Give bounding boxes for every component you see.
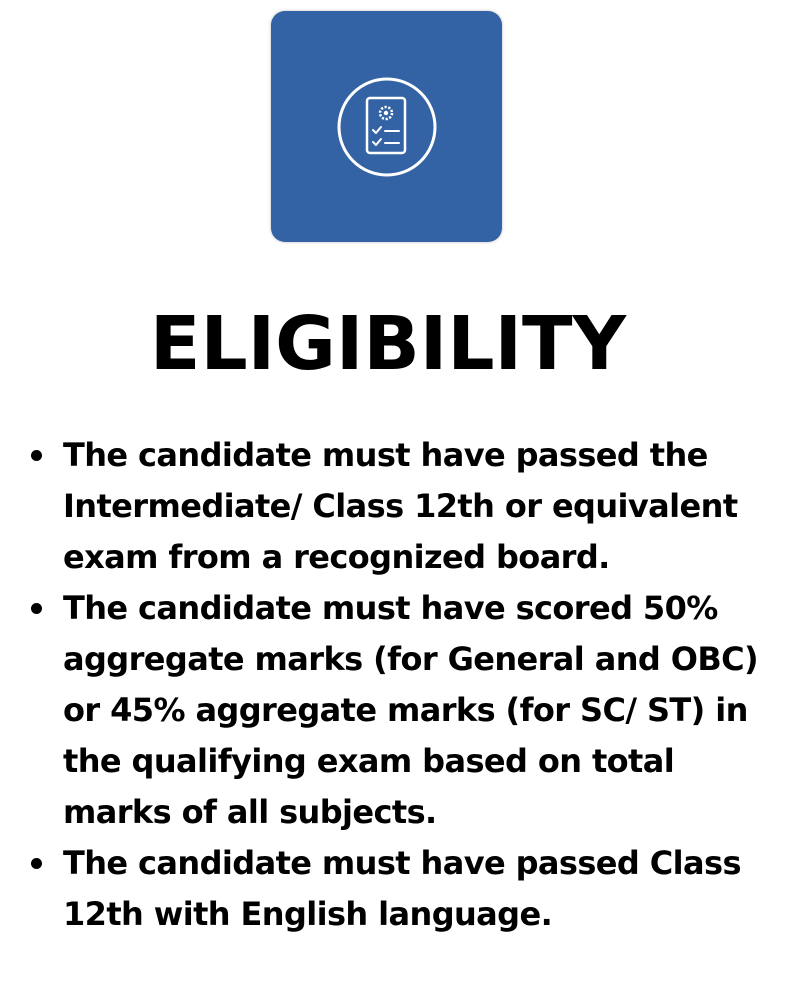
bullet-dot bbox=[31, 858, 42, 869]
criteria-item bbox=[26, 430, 786, 583]
eligibility-criteria-list bbox=[26, 430, 786, 940]
criteria-item bbox=[26, 583, 786, 838]
checklist-gear-icon bbox=[271, 11, 502, 242]
criteria-item bbox=[26, 838, 786, 940]
page-title: ELIGIBILITY bbox=[149, 301, 627, 387]
bullet-dot bbox=[31, 603, 42, 614]
criteria-text: The candidate must have passed Class 12th with English language. bbox=[63, 844, 741, 933]
criteria-text: The candidate must have passed the Intermediate/ Class 12th or equivalent exam from a recognized board. bbox=[63, 436, 738, 576]
eligibility-icon-tile bbox=[271, 11, 502, 242]
criteria-text: The candidate must have scored 50% aggregate marks (for General and OBC) or 45% aggregate marks (for SC/ ST) in the qualifying exam based on total marks of all subjects. bbox=[63, 589, 759, 831]
bullet-dot bbox=[31, 450, 42, 461]
